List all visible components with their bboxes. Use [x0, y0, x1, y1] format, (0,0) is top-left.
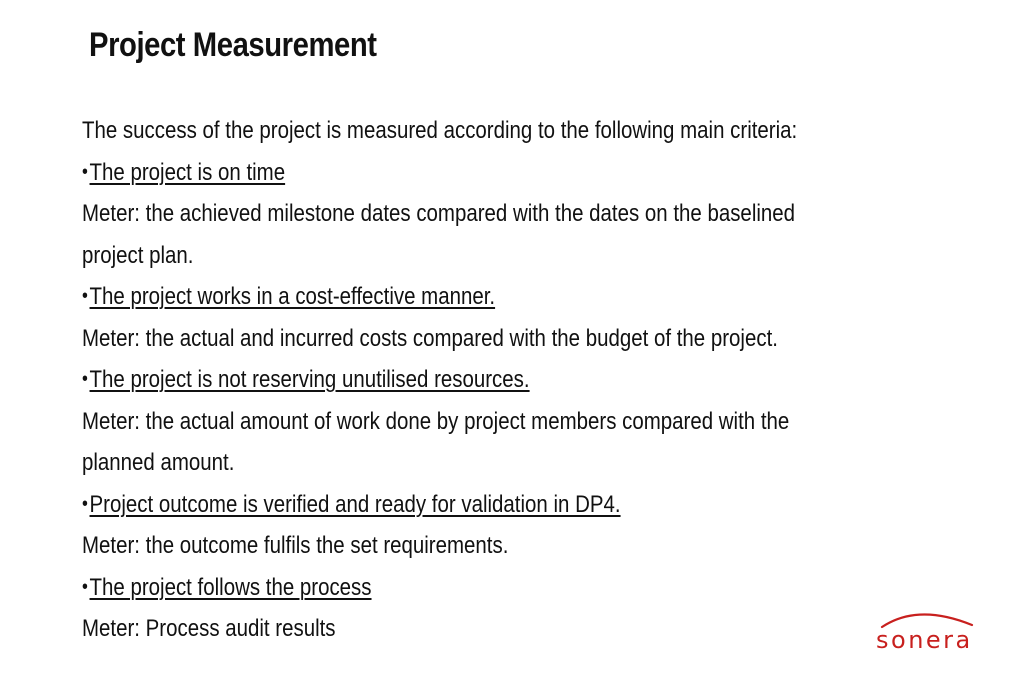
criterion-item	[82, 276, 967, 318]
meter-text: Meter: the actual amount of work done by project members compared with the	[82, 407, 790, 435]
intro-text: The success of the project is measured according to the following main criteria:	[82, 117, 798, 144]
bullet-icon: •	[82, 492, 88, 515]
meter-text: project plan.	[82, 241, 194, 269]
slide-body	[82, 110, 967, 650]
bullet-icon: •	[82, 285, 88, 307]
criterion-label: Project outcome is verified and ready for validation in DP4.	[89, 490, 621, 518]
meter-text: Meter: the actual and incurred costs compared with the budget of the project.	[82, 324, 778, 352]
meter-text: Meter: the outcome fulfils the set requirements.	[82, 532, 509, 559]
bullet-icon: •	[82, 575, 88, 598]
criterion-item	[82, 359, 967, 401]
meter-text: Meter: Process audit results	[82, 615, 336, 642]
logo-text: sonera	[876, 626, 973, 654]
meter-text: Meter: the achieved milestone dates compared with the dates on the baselined	[82, 200, 796, 227]
criterion-item	[82, 152, 967, 194]
criterion-label: The project follows the process	[89, 573, 372, 601]
meter-text: planned amount.	[82, 449, 235, 476]
sonera-logo	[872, 606, 992, 660]
criterion-label: The project is not reserving unutilised resources.	[89, 366, 530, 393]
criterion-item	[82, 567, 967, 609]
criterion-label: The project is on time	[89, 158, 286, 186]
bullet-icon: •	[82, 368, 88, 390]
criterion-label: The project works in a cost-effective manner.	[89, 283, 496, 310]
slide-title: Project Measurement	[89, 26, 377, 64]
criterion-item	[82, 484, 967, 526]
bullet-icon: •	[82, 160, 88, 183]
